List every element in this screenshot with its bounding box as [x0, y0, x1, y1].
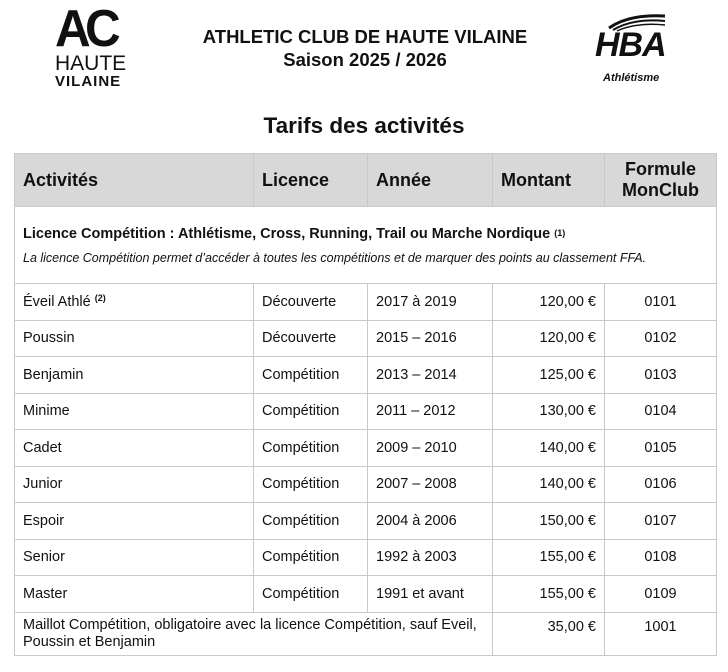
logo-hba-tagline: Athlétisme — [603, 72, 660, 84]
formule-cell: 0107 — [605, 503, 717, 540]
season-label: Saison 2025 / 2026 — [283, 49, 447, 70]
annee-cell: 2007 – 2008 — [368, 466, 493, 503]
table-row — [15, 576, 717, 613]
column-header-montant: Montant — [493, 154, 605, 207]
section-description: La licence Compétition permet d’accéder à toutes les compétitions et de marquer des points au classement FFA. — [23, 251, 646, 265]
activity-label: Minime — [23, 403, 70, 420]
table-row — [15, 393, 717, 430]
activity-cell — [15, 320, 254, 357]
section-title — [23, 224, 708, 244]
formule-cell: 0101 — [605, 284, 717, 321]
activity-label: Junior — [23, 476, 63, 493]
table-row — [15, 357, 717, 394]
licence-cell: Découverte — [254, 284, 368, 321]
table-row-maillot — [15, 612, 717, 655]
club-name: ATHLETIC CLUB DE HAUTE VILAINE — [202, 26, 528, 47]
licence-cell: Compétition — [254, 466, 368, 503]
club-logo-ac-haute-vilaine — [55, 0, 135, 92]
section-title-text: Licence Compétition : Athlétisme, Cross, Running, Trail ou Marche Nordique — [23, 226, 551, 242]
montant-cell: 120,00 € — [493, 320, 605, 357]
activity-cell — [15, 466, 254, 503]
table-header-row — [15, 154, 717, 207]
annee-cell: 2017 à 2019 — [368, 284, 493, 321]
column-header-activites: Activités — [15, 154, 254, 207]
licence-cell: Compétition — [254, 393, 368, 430]
montant-cell: 120,00 € — [493, 284, 605, 321]
activity-label: Poussin — [23, 330, 75, 347]
activity-label: Cadet — [23, 439, 62, 456]
activity-cell — [15, 393, 254, 430]
licence-cell: Compétition — [254, 503, 368, 540]
montant-cell: 125,00 € — [493, 357, 605, 394]
section-row-licence-competition — [15, 207, 717, 284]
formule-cell: 0108 — [605, 539, 717, 576]
montant-cell: 155,00 € — [493, 576, 605, 613]
formule-cell: 0103 — [605, 357, 717, 394]
activity-label: Benjamin — [23, 366, 84, 383]
annee-cell: 2013 – 2014 — [368, 357, 493, 394]
formule-cell: 0102 — [605, 320, 717, 357]
montant-cell: 140,00 € — [493, 466, 605, 503]
annee-cell: 2015 – 2016 — [368, 320, 493, 357]
page-title: Tarifs des activités — [263, 113, 465, 138]
formule-cell: 0109 — [605, 576, 717, 613]
annee-cell: 2011 – 2012 — [368, 393, 493, 430]
licence-cell: Découverte — [254, 320, 368, 357]
activity-cell — [15, 503, 254, 540]
licence-cell: Compétition — [254, 576, 368, 613]
table-row — [15, 466, 717, 503]
logo-haute-text: HAUTE — [55, 52, 127, 75]
footnote-marker: (2) — [94, 292, 106, 303]
montant-cell: 150,00 € — [493, 503, 605, 540]
activity-label: Espoir — [23, 512, 65, 529]
annee-cell: 2004 à 2006 — [368, 503, 493, 540]
activity-label: Éveil Athlé — [23, 293, 91, 310]
maillot-label-cell: Maillot Compétition, obligatoire avec la licence Compétition, sauf Eveil, Poussin et Benjamin — [15, 612, 493, 655]
annee-cell: 1991 et avant — [368, 576, 493, 613]
licence-cell: Compétition — [254, 357, 368, 394]
formule-cell: 0105 — [605, 430, 717, 467]
montant-cell: 140,00 € — [493, 430, 605, 467]
column-header-licence: Licence — [254, 154, 368, 207]
activity-cell — [15, 539, 254, 576]
annee-cell: 1992 à 2003 — [368, 539, 493, 576]
column-header-formule-monclub: Formule MonClub — [605, 154, 717, 207]
activity-cell — [15, 284, 254, 321]
montant-cell: 155,00 € — [493, 539, 605, 576]
activity-cell — [15, 576, 254, 613]
montant-cell: 130,00 € — [493, 393, 605, 430]
logo-hba-mark: HBA — [595, 26, 666, 64]
hba-athletisme-logo — [593, 10, 675, 90]
formule-cell: 0104 — [605, 393, 717, 430]
table-row — [15, 430, 717, 467]
rates-table — [14, 153, 717, 656]
table-row — [15, 503, 717, 540]
licence-cell: Compétition — [254, 430, 368, 467]
activity-cell — [15, 357, 254, 394]
logo-vilaine-text: VILAINE — [55, 73, 122, 90]
licence-cell: Compétition — [254, 539, 368, 576]
column-header-annee: Année — [368, 154, 493, 207]
logo-ac-mark: AC — [55, 0, 115, 58]
section-cell — [15, 207, 717, 284]
activity-cell — [15, 430, 254, 467]
activity-label: Senior — [23, 549, 65, 566]
formule-cell: 0106 — [605, 466, 717, 503]
table-row — [15, 320, 717, 357]
montant-cell: 35,00 € — [493, 612, 605, 655]
activity-label: Master — [23, 585, 68, 602]
footnote-marker: (1) — [554, 228, 566, 238]
formule-cell: 1001 — [605, 612, 717, 655]
table-row — [15, 539, 717, 576]
annee-cell: 2009 – 2010 — [368, 430, 493, 467]
table-row — [15, 284, 717, 321]
